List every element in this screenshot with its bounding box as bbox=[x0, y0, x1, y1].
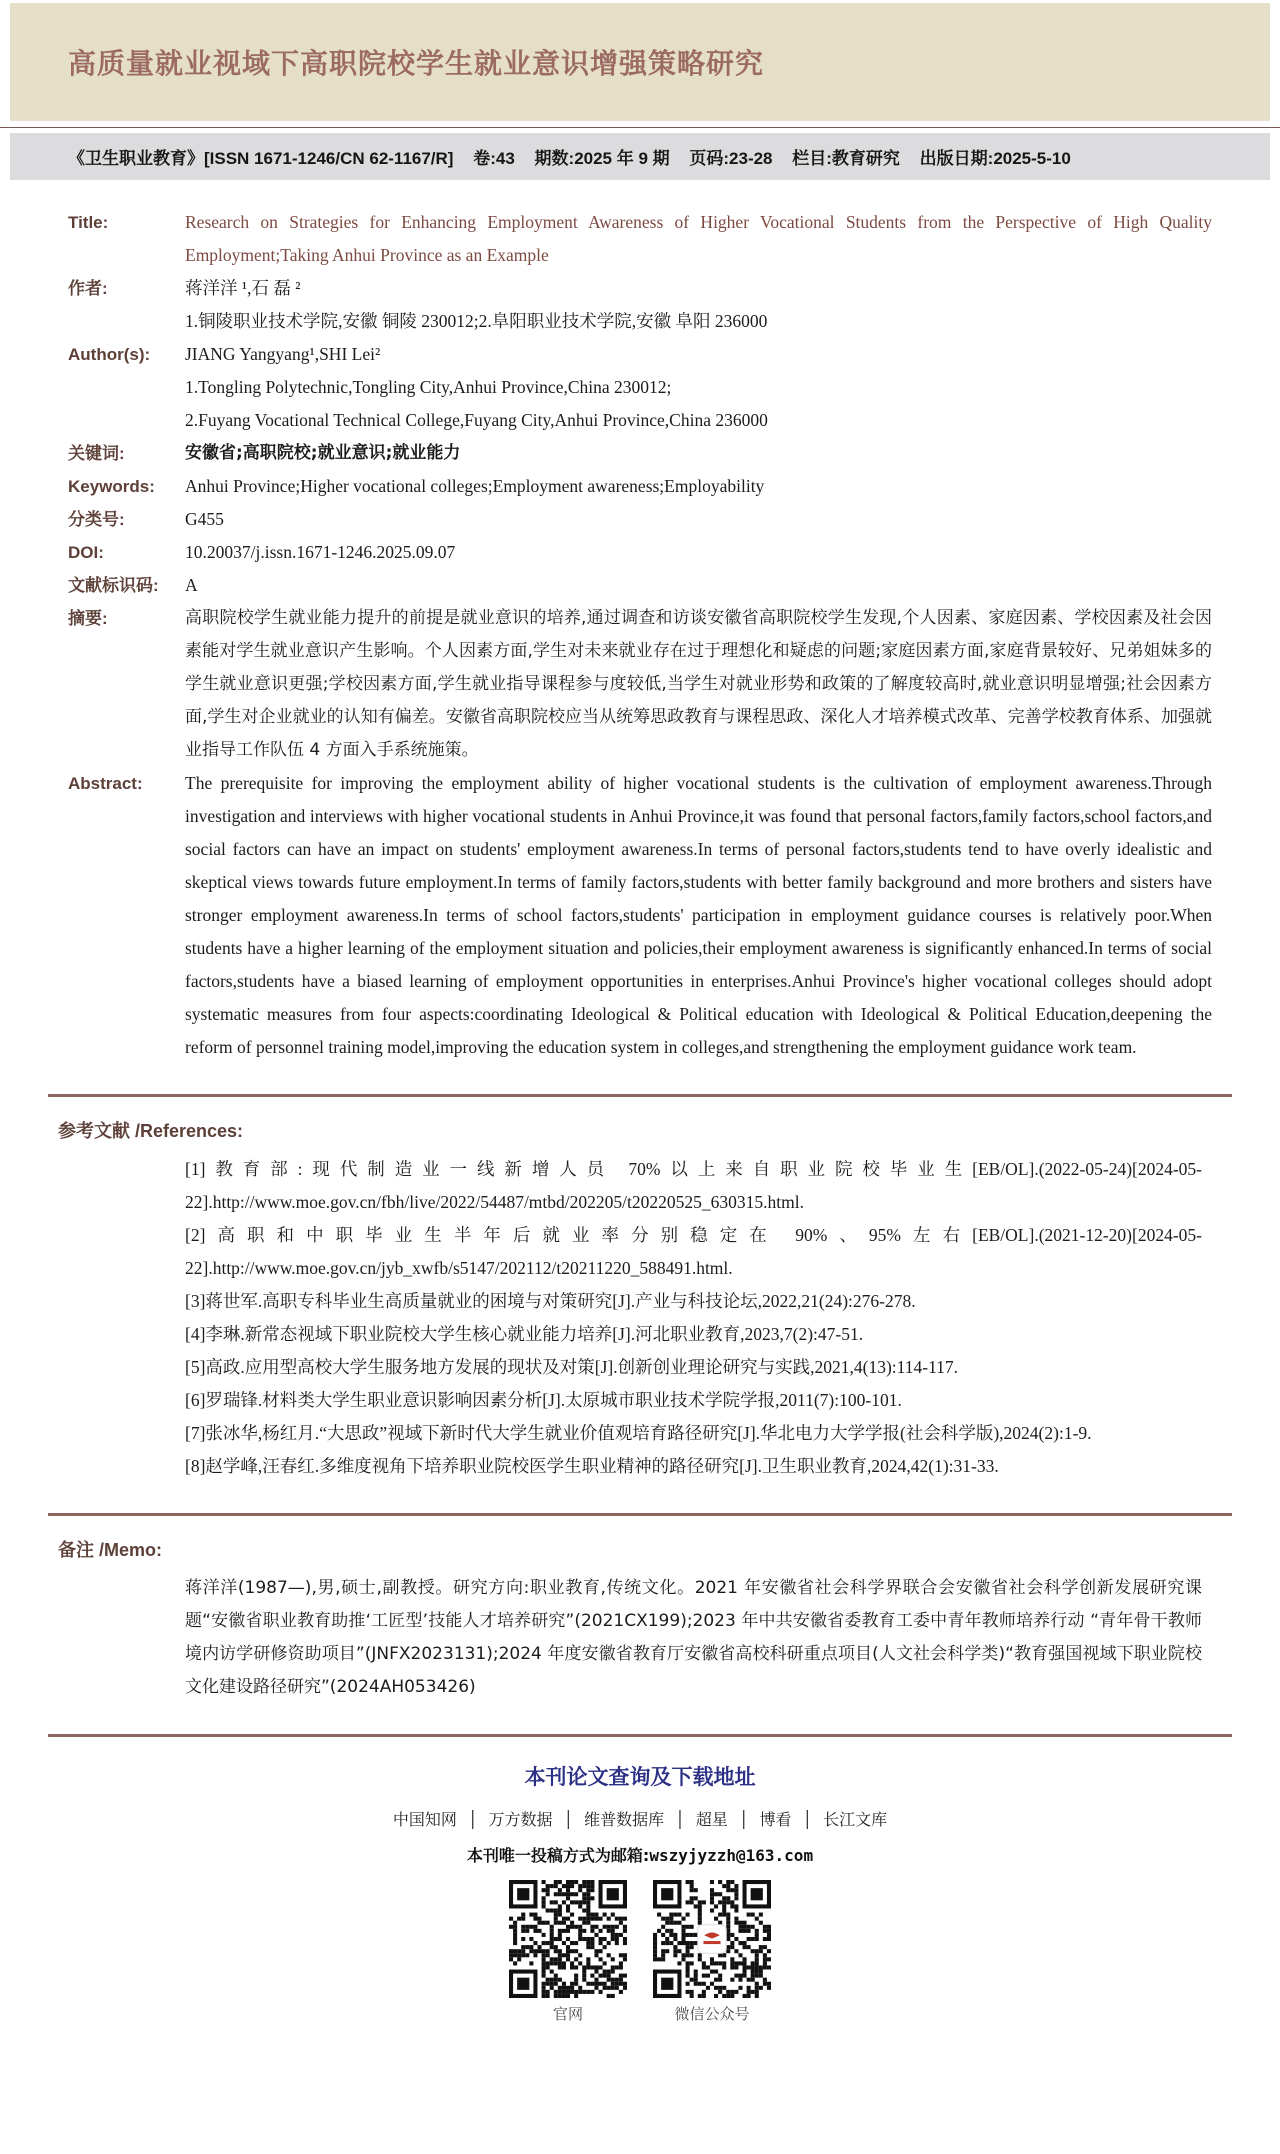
references-section bbox=[10, 1117, 1270, 1483]
authors-en-affiliation-2: 2.Fuyang Vocational Technical College,Fuyang City,Anhui Province,China 236000 bbox=[185, 410, 768, 430]
journal-pub-date: 出版日期:2025-5-10 bbox=[919, 149, 1071, 168]
article-metadata bbox=[10, 180, 1270, 1064]
journal-footer bbox=[10, 1761, 1270, 2024]
field-value-keywords-zh: 安徽省;高职院校;就业意识;就业能力 bbox=[185, 443, 461, 463]
field-value-authors-en bbox=[185, 338, 1212, 437]
database-item: 万方数据 │ bbox=[489, 1810, 585, 1829]
field-row-keywords-zh bbox=[68, 437, 1212, 470]
qr-label-wechat: 微信公众号 bbox=[674, 2005, 750, 2023]
qr-box-wechat bbox=[653, 1880, 771, 2024]
authors-zh-names: 蒋洋洋 ¹,石 磊 ² bbox=[185, 278, 301, 298]
database-item: 维普数据库 │ bbox=[584, 1810, 696, 1829]
field-label-doc-code: 文献标识码: bbox=[68, 576, 159, 595]
authors-zh-affiliation: 1.铜陵职业技术学院,安徽 铜陵 230012;2.阜阳职业技术学院,安徽 阜阳 236000 bbox=[185, 311, 768, 331]
qr-label-website: 官网 bbox=[552, 2005, 583, 2023]
field-value-abstract-zh: 高职院校学生就业能力提升的前提是就业意识的培养,通过调查和访谈安徽省高职院校学生发现,个人因素、家庭因素、学校因素及社会因素能对学生就业意识产生影响。个人因素方面,学生对未来就业存在过于理想化和疑虑的问题;家庭因素方面,家庭背景较好、兄弟姐妹多的学生就业意识更强;学校因素方面,学生就业指导课程参与度较低,当学生对就业形势和政策的了解度较高时,就业意识明显增强;社会因素方面,学生对企业就业的认知有偏差。安徽省高职院校应当从统筹思政教育与课程思政、深化人才培养模式改革、完善学校教育体系、加强就业指导工作队伍 4 方面入手系统施策。 bbox=[185, 608, 1212, 760]
field-label-keywords-en: Keywords: bbox=[68, 477, 155, 496]
journal-volume: 卷:43 bbox=[473, 149, 515, 168]
field-label-authors-zh: 作者: bbox=[68, 279, 108, 298]
field-row-abstract-zh bbox=[68, 602, 1212, 767]
field-row-authors-en bbox=[68, 338, 1212, 437]
submission-prefix: 本刊唯一投稿方式为邮箱: bbox=[466, 1846, 650, 1865]
field-row-clc bbox=[68, 503, 1212, 536]
database-item: 博看 │ bbox=[759, 1810, 823, 1829]
header-divider bbox=[0, 126, 1280, 129]
memo-body bbox=[10, 1562, 1270, 1704]
field-value-clc: G455 bbox=[185, 509, 224, 529]
field-row-authors-zh bbox=[68, 272, 1212, 338]
page-header bbox=[10, 3, 1270, 121]
field-label-clc: 分类号: bbox=[68, 510, 125, 529]
journal-issue: 期数:2025 年 9 期 bbox=[534, 149, 670, 168]
database-item: 长江文库 bbox=[823, 1810, 888, 1829]
memo-text: 蒋洋洋(1987—),男,硕士,副教授。研究方向:职业教育,传统文化。2021 年安徽省社会科学界联合会安徽省社会科学创新发展研究课题“安徽省职业教育助推‘工匠型’技能人才培养研究”(2021CX199);2023 年中共安徽省委教育工委中青年教师培养行动 “青年骨干教师境内访学研修资助项目”(JNFX2023131);2024 年度安徽省教育厅安徽省高校科研重点项目(人文社会科学类)“教育强国视域下职业院校文化建设路径研究”(2024AH053426) bbox=[185, 1578, 1202, 1697]
field-row-abstract-en bbox=[68, 767, 1212, 1064]
reference-item: [7]张冰华,杨红月.“大思政”视域下新时代大学生就业价值观培育路径研究[J].华北电力大学学报(社会科学版),2024(2):1-9. bbox=[185, 1423, 1092, 1443]
journal-issn: [ISSN 1671-1246/CN 62-1167/R] bbox=[204, 149, 454, 168]
memo-divider bbox=[48, 1513, 1232, 1516]
references-divider bbox=[48, 1094, 1232, 1097]
field-label-keywords-zh: 关键词: bbox=[68, 444, 125, 463]
field-row-keywords-en bbox=[68, 470, 1212, 503]
field-row-doc-code bbox=[68, 569, 1212, 602]
field-row-doi bbox=[68, 536, 1212, 569]
field-label-authors-en: Author(s): bbox=[68, 345, 151, 364]
reference-item: [3]蒋世军.高职专科毕业生高质量就业的困境与对策研究[J].产业与科技论坛,2022,21(24):276-278. bbox=[185, 1291, 916, 1311]
qr-code-website-icon bbox=[509, 1880, 627, 1998]
email-address: wszyjyzzh@163.com bbox=[649, 1846, 814, 1865]
reference-item: [4]李琳.新常态视域下职业院校大学生核心就业能力培养[J].河北职业教育,2023,7(2):47-51. bbox=[185, 1324, 864, 1344]
database-item: 超星 │ bbox=[696, 1810, 760, 1829]
database-item: 中国知网 │ bbox=[393, 1810, 489, 1829]
journal-column: 栏目:教育研究 bbox=[792, 149, 900, 168]
reference-item: [2]高职和中职毕业生半年后就业率分别稳定在 90%、95%左右[EB/OL].(2021-12-20)[2024-05-22].http://www.moe.gov.cn/jyb_xwfb/s5147/202112/t20211220_588491.html. bbox=[185, 1225, 1202, 1278]
field-label-abstract-en: Abstract: bbox=[68, 774, 143, 793]
footer-divider bbox=[48, 1734, 1232, 1737]
authors-en-names: JIANG Yangyang¹,SHI Lei² bbox=[185, 344, 381, 364]
journal-info-bar bbox=[10, 133, 1270, 180]
field-value-authors-zh bbox=[185, 272, 1212, 338]
footer-heading: 本刊论文查询及下载地址 bbox=[524, 1765, 756, 1789]
memo-heading: 备注 /Memo: bbox=[58, 1540, 163, 1560]
field-label-doi: DOI: bbox=[68, 543, 104, 562]
references-heading: 参考文献 /References: bbox=[58, 1121, 244, 1141]
qr-code-row bbox=[10, 1880, 1270, 2024]
field-value-abstract-en: The prerequisite for improving the employment ability of higher vocational students is the cultivation of employment awareness.Through investigation and interviews with higher vocational students in Anhui Province,it was found that personal factors,family factors,school factors,and social factors can have an impact on students' employment awareness.In terms of personal factors,students tend to have overly idealistic and skeptical views towards future employment.In terms of family factors,students with better family background and more brothers and sisters have stronger employment awareness.In terms of school factors,students' participation in employment guidance courses is relatively poor.When students have a higher learning of the employment situation and policies,their employment awareness is significantly enhanced.In terms of social factors,students have a biased learning of employment opportunities in enterprises.Anhui Province's higher vocational colleges should adopt systematic measures from four aspects:coordinating Ideological & Political education with Ideological & Political Education,deepening the reform of personnel training model,improving the education system in colleges,and strengthening the employment guidance work team. bbox=[185, 773, 1212, 1057]
qr-box-website bbox=[509, 1880, 627, 2024]
journal-pages: 页码:23-28 bbox=[689, 149, 773, 168]
field-value-doc-code: A bbox=[185, 575, 198, 595]
page-title: 高质量就业视域下高职院校学生就业意识增强策略研究 bbox=[68, 48, 765, 79]
qr-code-wechat-icon bbox=[653, 1880, 771, 1998]
authors-en-affiliation-1: 1.Tongling Polytechnic,Tongling City,Anhui Province,China 230012; bbox=[185, 377, 672, 397]
references-list bbox=[10, 1143, 1270, 1483]
field-value-title: Research on Strategies for Enhancing Employment Awareness of Higher Vocational Students from the Perspective of High Quality Employment;Taking Anhui Province as an Example bbox=[185, 212, 1212, 265]
journal-name: 《卫生职业教育》 bbox=[68, 149, 204, 168]
reference-item: [6]罗瑞锋.材料类大学生职业意识影响因素分析[J].太原城市职业技术学院学报,2011(7):100-101. bbox=[185, 1390, 902, 1410]
reference-item: [8]赵学峰,汪春红.多维度视角下培养职业院校医学生职业精神的路径研究[J].卫生职业教育,2024,42(1):31-33. bbox=[185, 1456, 999, 1476]
field-value-keywords-en: Anhui Province;Higher vocational colleges;Employment awareness;Employability bbox=[185, 476, 765, 496]
field-label-title: Title: bbox=[68, 213, 109, 232]
reference-item: [1]教育部:现代制造业一线新增人员 70%以上来自职业院校毕业生[EB/OL].(2022-05-24)[2024-05-22].http://www.moe.gov.cn/fbh/live/2022/54487/mtbd/202205/t20220525_630315.html. bbox=[185, 1159, 1202, 1212]
reference-item: [5]高政.应用型高校大学生服务地方发展的现状及对策[J].创新创业理论研究与实践,2021,4(13):114-117. bbox=[185, 1357, 959, 1377]
submission-note bbox=[10, 1843, 1270, 1866]
memo-section bbox=[10, 1536, 1270, 1704]
field-row-title bbox=[68, 206, 1212, 272]
field-value-doi: 10.20037/j.issn.1671-1246.2025.09.07 bbox=[185, 542, 456, 562]
database-list bbox=[10, 1807, 1270, 1830]
field-label-abstract-zh: 摘要: bbox=[68, 609, 108, 628]
